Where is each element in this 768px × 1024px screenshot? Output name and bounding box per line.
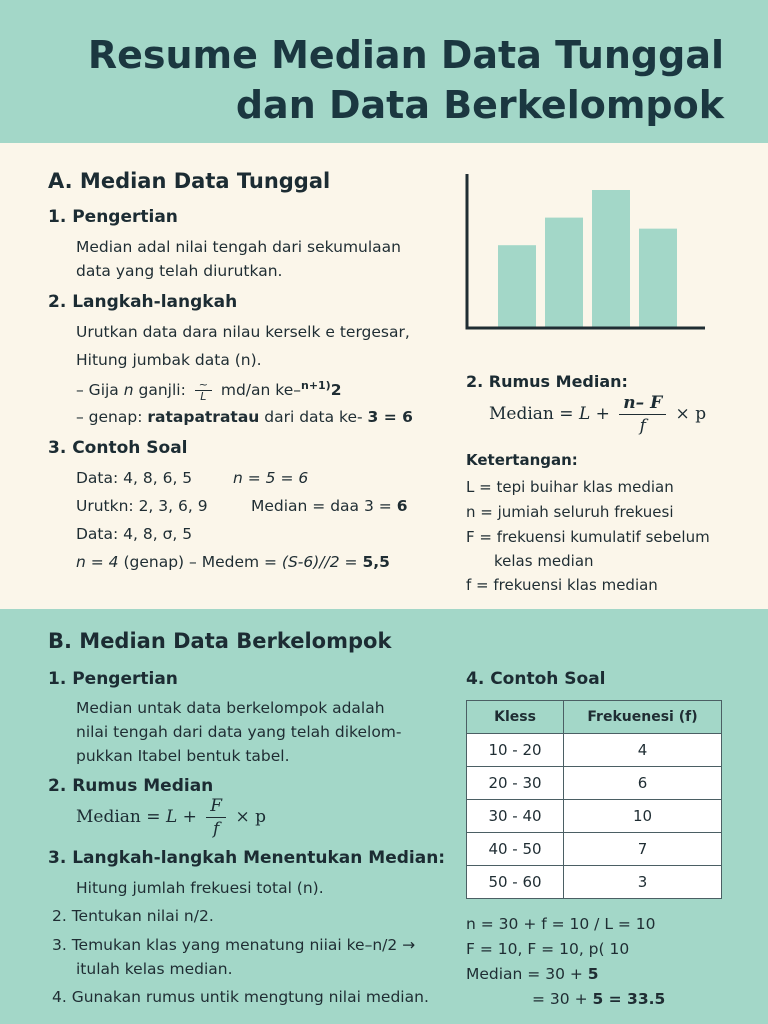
- table-cell: 6: [564, 767, 722, 800]
- b-langkah-step-2: 2. Tentukan nilai n/2.: [52, 907, 214, 925]
- title-line-2: dan Data Berkelompok: [235, 83, 724, 127]
- chart-bar: [639, 229, 677, 328]
- calc3-lead: Median = 30 +: [466, 965, 588, 983]
- b-rumus-fraction: [206, 795, 226, 840]
- keterangan-item-1: L = tepi buihar klas median: [466, 478, 674, 496]
- b-langkah-title: 3. Langkah-langkah Menentukan Median:: [48, 848, 446, 868]
- genap-bold: ratapatratau: [147, 408, 260, 426]
- chart-bar: [498, 245, 536, 328]
- keterangan-item-4: kelas median: [494, 552, 594, 570]
- frequency-table: [466, 700, 722, 899]
- chart-bar: [545, 218, 583, 328]
- bar-chart: [460, 170, 710, 336]
- b-contoh-title: 4. Contoh Soal: [466, 669, 606, 689]
- a-langkah-title: 2. Langkah-langkah: [48, 292, 238, 312]
- a-langkah-ganjil: [76, 374, 342, 402]
- a-langkah-genap: [76, 405, 413, 429]
- calc4-lead: = 30 +: [532, 990, 593, 1008]
- table-cell: 4: [564, 734, 722, 767]
- a-contoh-line-1a: Data: 4, 8, 6, 5: [76, 469, 193, 487]
- b-calc-line-2: F = 10, F = 10, p( 10: [466, 940, 630, 958]
- a-contoh-line-2b: Median = daa 3 =: [251, 497, 392, 515]
- table-cell: 10 - 20: [467, 734, 564, 767]
- table-header-kelas: Kless: [467, 701, 564, 734]
- section-b-heading: B. Median Data Berkelompok: [48, 629, 392, 653]
- a-contoh-line-3: Data: 4, 8, σ, 5: [76, 525, 193, 543]
- a-rumus-title: 2. Rumus Median:: [466, 372, 628, 391]
- title-line-1: Resume Median Data Tunggal: [87, 33, 724, 77]
- line4-eq: =: [339, 553, 363, 571]
- table-row: [467, 767, 722, 800]
- ganjil-fraction: [195, 379, 212, 402]
- a-rumus-num: n– F: [619, 392, 666, 415]
- ganjil-frac-num: ~: [195, 379, 212, 391]
- table-header-frekuensi: Frekuenesi (f): [564, 701, 722, 734]
- a-contoh-line-4: [76, 550, 390, 574]
- a-pengertian-title: 1. Pengertian: [48, 207, 178, 227]
- table-header-row: [467, 701, 722, 734]
- table-row: [467, 800, 722, 833]
- b-rumus-L: L: [165, 807, 178, 827]
- ganjil-sup: n+1): [300, 379, 331, 392]
- ganjil-rest: md/an ke–: [215, 381, 301, 400]
- genap-lead: – genap:: [76, 408, 148, 426]
- b-calc-line-3: [466, 962, 599, 986]
- table-cell: 40 - 50: [467, 833, 564, 866]
- a-keterangan-title: Ketertangan:: [466, 451, 578, 469]
- keterangan-item-2: n = jumiah seluruh frekuesi: [466, 503, 674, 521]
- genap-end: 3 = 6: [367, 408, 413, 426]
- b-rumus-plus: +: [177, 807, 203, 827]
- table-row: [467, 833, 722, 866]
- a-rumus-fraction: [619, 392, 666, 437]
- keterangan-item-3: F = frekuensi kumulatif sebelum: [466, 528, 710, 546]
- b-langkah-step-3b: itulah kelas median.: [76, 960, 233, 978]
- ganjil-mid: ganjli:: [133, 381, 191, 400]
- a-rumus-L: L: [578, 404, 591, 424]
- line4-n: n = 4: [76, 553, 119, 571]
- a-rumus-formula: [489, 392, 706, 437]
- table-cell: 30 - 40: [467, 800, 564, 833]
- a-contoh-line-2c: 6: [396, 497, 408, 515]
- b-pengertian-line-1: Median untak data berkelompok adalah: [76, 699, 385, 717]
- a-langkah-line-2: Hitung jumbak data (n).: [76, 351, 262, 369]
- section-a-heading: A. Median Data Tunggal: [48, 169, 331, 193]
- table-row: [467, 734, 722, 767]
- calc3-value: 5: [587, 965, 599, 983]
- b-rumus-tail: × p: [230, 807, 267, 827]
- ganjil-frac-den: L: [200, 390, 207, 404]
- b-rumus-title: 2. Rumus Median: [48, 776, 214, 796]
- ganjil-end: 2: [330, 381, 342, 400]
- a-rumus-den: f: [639, 416, 646, 436]
- page-title: [88, 30, 724, 130]
- b-calc-line-1: n = 30 + f = 10 / L = 10: [466, 915, 656, 933]
- b-rumus-lead: Median =: [76, 807, 166, 827]
- a-contoh-line-2a: Urutkn: 2, 3, 6, 9: [76, 497, 208, 515]
- ganjil-n: n: [123, 381, 134, 400]
- a-langkah-line-1: Urutkan data dara nilau kerselk e tergesar,: [76, 323, 410, 341]
- b-pengertian-line-2: nilai tengah dari data yang telah dikelom-: [76, 723, 402, 741]
- header-band: [0, 0, 768, 143]
- line4-result: 5,5: [362, 553, 390, 571]
- a-rumus-plus: +: [590, 404, 616, 424]
- table-cell: 3: [564, 866, 722, 899]
- table-row: [467, 866, 722, 899]
- b-langkah-step-4: 4. Gunakan rumus untik mengtung nilai median.: [52, 988, 429, 1006]
- ganjil-lead: – Gija: [76, 381, 124, 400]
- b-langkah-step-3a: 3. Temukan klas yang menatung niiai ke–n/2 →: [52, 936, 416, 954]
- a-contoh-title: 3. Contoh Soal: [48, 438, 188, 458]
- a-contoh-line-1b: n = 5 = 6: [233, 469, 309, 487]
- a-pengertian-line-2: data yang telah diurutkan.: [76, 262, 283, 280]
- table-cell: 10: [564, 800, 722, 833]
- b-calc-line-4: [532, 987, 665, 1011]
- chart-bar: [592, 190, 630, 328]
- a-pengertian-line-1: Median adal nilai tengah dari sekumulaan: [76, 238, 401, 256]
- table-cell: 7: [564, 833, 722, 866]
- a-rumus-tail: × p: [670, 404, 707, 424]
- calc4-result: 5 = 33.5: [592, 990, 666, 1008]
- table-cell: 50 - 60: [467, 866, 564, 899]
- genap-mid: dari data ke-: [259, 408, 368, 426]
- b-pengertian-line-3: pukkan Itabel bentuk tabel.: [76, 747, 290, 765]
- b-rumus-formula: [76, 795, 266, 840]
- b-pengertian-title: 1. Pengertian: [48, 669, 178, 689]
- b-langkah-step-1: Hitung jumlah frekuesi total (n).: [76, 879, 324, 897]
- bar-group: [498, 190, 677, 328]
- b-rumus-den: f: [213, 819, 220, 839]
- line4-mid: (genap) – Medem =: [118, 553, 282, 571]
- b-rumus-num: F: [206, 795, 226, 818]
- a-rumus-lead: Median =: [489, 404, 579, 424]
- a-contoh-line-2: [251, 494, 408, 518]
- keterangan-item-5: f = frekuensi klas median: [466, 576, 658, 594]
- line4-expr: (S-6)//2: [281, 553, 340, 571]
- table-cell: 20 - 30: [467, 767, 564, 800]
